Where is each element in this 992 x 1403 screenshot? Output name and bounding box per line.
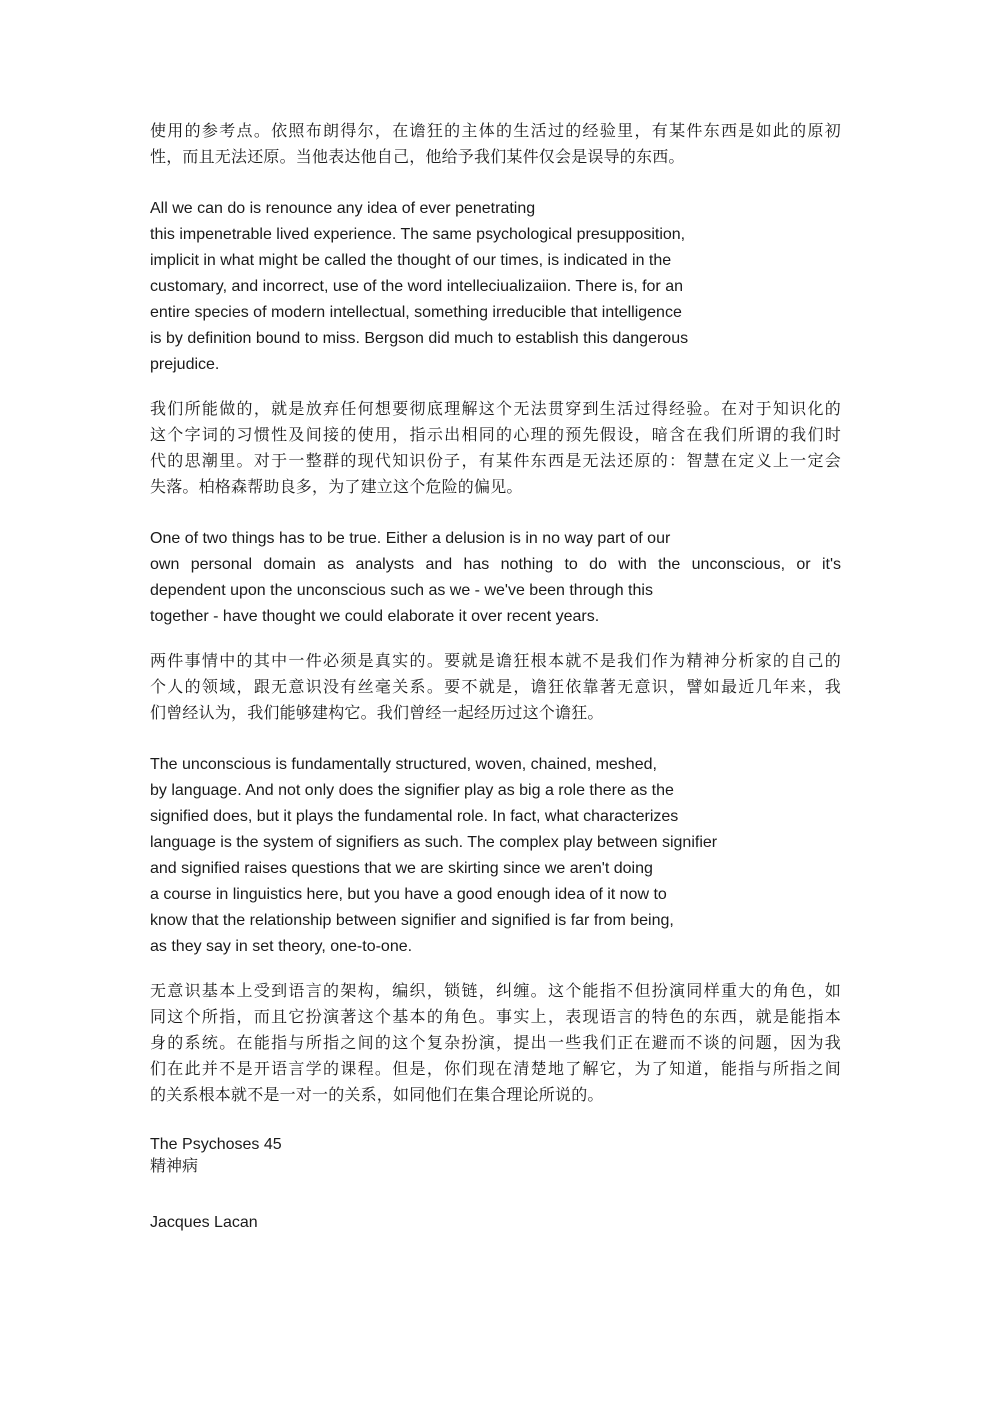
text-line: a course in linguistics here, but you have a good enough idea of it now to [150,886,667,903]
text-line: entire species of modern intellectual, something irreducible that intelligence [150,304,682,321]
text-line: this impenetrable lived experience. The same psychological presupposition, [150,226,686,243]
paragraph-zh-1 [150,118,850,170]
text-line: together - have thought we could elaborate it over recent years. [150,608,600,625]
paragraph-en-2 [150,196,850,378]
text-line: dependent upon the unconscious such as we - we've been through this [150,582,653,599]
source-citation [150,1134,850,1234]
paragraph-en-6 [150,752,850,960]
text-line: 代的思潮里。对于一整群的现代知识份子，有某件东西是无法还原的：智慧在定义上一定会 [150,451,841,470]
paragraph-zh-5 [150,648,850,726]
text-line: as they say in set theory, one-to-one. [150,938,413,955]
paragraph-zh-3 [150,396,850,500]
text-line: 身的系统。在能指与所指之间的这个复杂扮演，提出一些我们正在避而不谈的问题，因为我 [150,1033,841,1052]
text-line: language is the system of signifiers as such. The complex play between signifier [150,834,718,851]
text-line: 们在此并不是开语言学的课程。但是，你们现在清楚地了解它，为了知道，能指与所指之间 [150,1059,841,1078]
text-line: prejudice. [150,356,220,373]
text-line: 我们所能做的，就是放弃任何想要彻底理解这个无法贯穿到生活过得经验。在对于知识化的 [150,399,841,418]
paragraph-zh-7 [150,978,850,1108]
text-line: implicit in what might be called the thought of our times, is indicated in the [150,252,672,269]
text-line: signified does, but it plays the fundamental role. In fact, what characterizes [150,808,679,825]
text-line: 失落。柏格森帮助良多，为了建立这个危险的偏见。 [150,477,523,496]
text-line: 同这个所指，而且它扮演著这个基本的角色。事实上，表现语言的特色的东西，就是能指本 [150,1007,841,1026]
text-line: own personal domain as analysts and has nothing to do with the unconscious, or it's [150,556,841,573]
book-title: The Psychoses 45 [150,1136,282,1153]
text-line: 性，而且无法还原。当他表达他自己，他给予我们某件仅会是误导的东西。 [150,147,685,166]
text-line: One of two things has to be true. Either a delusion is in no way part of our [150,530,671,547]
paragraph-en-4 [150,526,850,630]
text-line: 这个字词的习惯性及间接的使用，指示出相同的心理的预先假设，暗含在我们所谓的我们时 [150,425,841,444]
author-name: Jacques Lacan [150,1214,258,1231]
book-title-zh: 精神病 [150,1158,199,1175]
text-line: and signified raises questions that we are skirting since we aren't doing [150,860,653,877]
text-line: 两件事情中的其中一件必须是真实的。要就是谵狂根本就不是我们作为精神分析家的自己的 [150,651,841,670]
document-page [150,118,850,1234]
text-line: All we can do is renounce any idea of ever penetrating [150,200,536,217]
text-line: 无意识基本上受到语言的架构，编织，锁链，纠缠。这个能指不但扮演同样重大的角色，如 [150,981,841,1000]
text-line: 使用的参考点。依照布朗得尔，在谵狂的主体的生活过的经验里，有某件东西是如此的原初 [150,121,841,140]
text-line: 的关系根本就不是一对一的关系，如同他们在集合理论所说的。 [150,1085,604,1104]
text-line: 个人的领域，跟无意识没有丝毫关系。要不就是，谵狂依靠著无意识，譬如最近几年来，我 [150,677,841,696]
text-line: 们曾经认为，我们能够建构它。我们曾经一起经历过这个谵狂。 [150,703,604,722]
text-line: is by definition bound to miss. Bergson did much to establish this dangerous [150,330,689,347]
text-line: The unconscious is fundamentally structured, woven, chained, meshed, [150,756,657,773]
text-line: customary, and incorrect, use of the word intelleciualizaiion. There is, for an [150,278,683,295]
text-line: by language. And not only does the signifier play as big a role there as the [150,782,674,799]
text-line: know that the relationship between signifier and signified is far from being, [150,912,674,929]
